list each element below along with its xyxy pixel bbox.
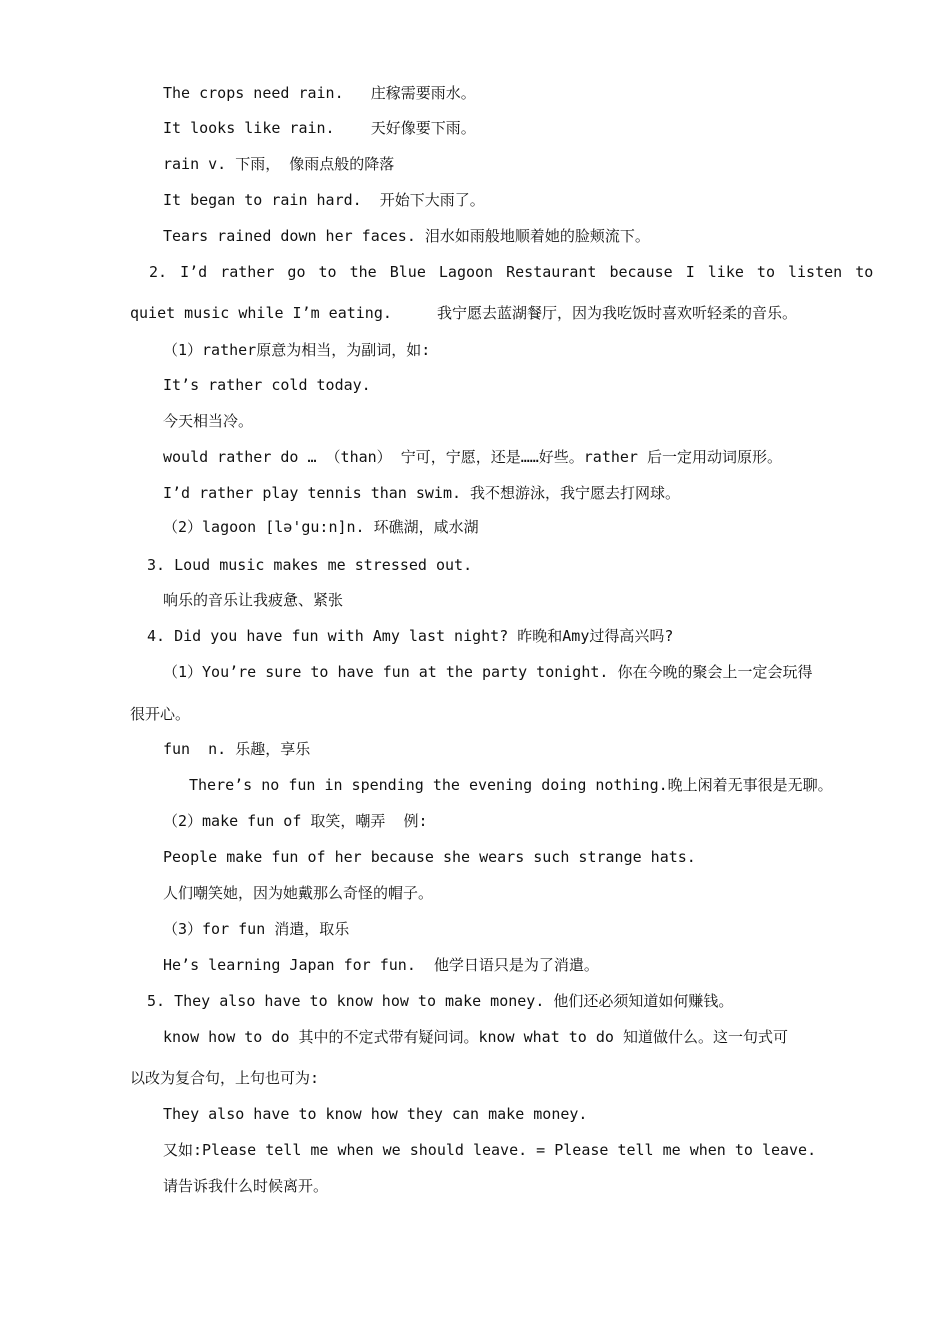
text-line: fun n. 乐趣，享乐: [163, 740, 311, 758]
text-line: They also have to know how they can make money.: [163, 1105, 588, 1123]
text-line: 很开心。: [130, 705, 191, 723]
text-line: would rather do … （than） 宁可，宁愿，还是……好些。rather 后一定用动词原形。: [163, 448, 782, 466]
text-line: 2. I’d rather go to the Blue Lagoon Restaurant because I like to listen to: [149, 263, 874, 281]
text-line: 请告诉我什么时候离开。: [163, 1177, 329, 1195]
text-line: （3）for fun 消遣，取乐: [163, 920, 350, 938]
text-line: It’s rather cold today.: [163, 376, 371, 394]
text-line: （2）lagoon [lә'gu:n]n. 环礁湖，咸水湖: [163, 518, 479, 536]
text-line: rain v. 下雨， 像雨点般的降落: [163, 155, 395, 173]
text-line: 又如:Please tell me when we should leave. = Please tell me when to leave.: [163, 1141, 817, 1159]
text-line: The crops need rain. 庄稼需要雨水。: [163, 84, 476, 102]
text-line: He’s learning Japan for fun. 他学日语只是为了消遣。: [163, 956, 599, 974]
text-line: （2）make fun of 取笑，嘲弄 例:: [163, 812, 428, 830]
text-line: 人们嘲笑她，因为她戴那么奇怪的帽子。: [163, 884, 434, 902]
text-line: Tears rained down her faces. 泪水如雨般地顺着她的脸颊流下。: [163, 227, 650, 245]
text-line: 4. Did you have fun with Amy last night? 昨晚和Amy过得高兴吗?: [147, 627, 674, 645]
text-line: 5. They also have to know how to make money. 他们还必须知道如何赚钱。: [147, 992, 734, 1010]
text-line: （1）rather原意为相当，为副词，如:: [163, 341, 431, 359]
text-line: 以改为复合句，上句也可为:: [130, 1069, 320, 1087]
text-line: 3. Loud music makes me stressed out.: [147, 556, 473, 574]
text-line: People make fun of her because she wears such strange hats.: [163, 848, 696, 866]
text-line: quiet music while I’m eating. 我宁愿去蓝湖餐厅，因为我吃饭时喜欢听轻柔的音乐。: [130, 304, 798, 322]
text-line: （1）You’re sure to have fun at the party tonight. 你在今晚的聚会上一定会玩得: [163, 663, 813, 681]
text-line: know how to do 其中的不定式带有疑问词。know what to do 知道做什么。这一句式可: [163, 1028, 788, 1046]
text-line: There’s no fun in spending the evening doing nothing.晚上闲着无事很是无聊。: [189, 776, 833, 794]
text-line: 响乐的音乐让我疲惫、紧张: [163, 591, 344, 609]
text-line: 今天相当冷。: [163, 412, 254, 430]
text-line: I’d rather play tennis than swim. 我不想游泳，我宁愿去打网球。: [163, 484, 681, 502]
text-line: It began to rain hard. 开始下大雨了。: [163, 191, 485, 209]
text-line: It looks like rain. 天好像要下雨。: [163, 119, 476, 137]
